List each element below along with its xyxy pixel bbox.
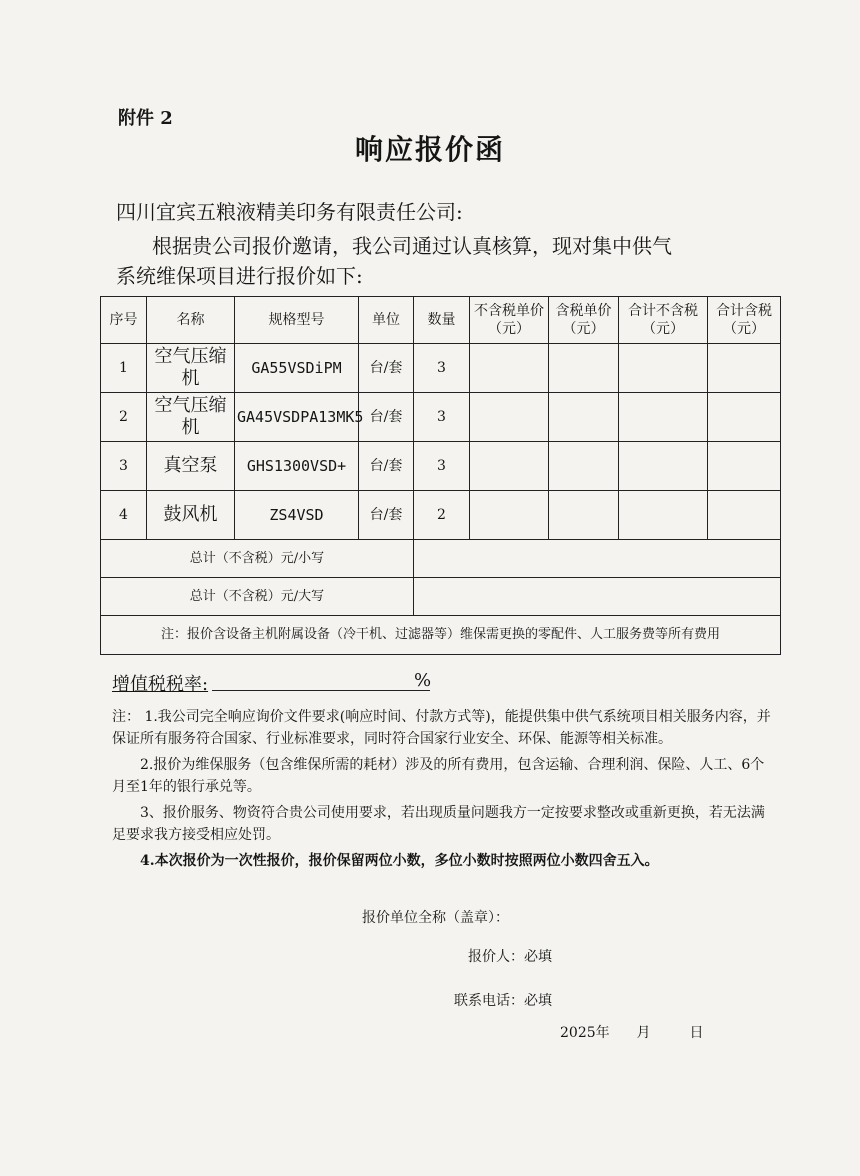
table-row: [101, 344, 781, 393]
item-unit: 台/套: [359, 393, 414, 442]
price-excl-tax-cell[interactable]: [470, 344, 549, 393]
date-day: 日: [689, 1025, 704, 1041]
price-incl-tax-cell[interactable]: [549, 442, 619, 491]
item-model: GA55VSDiPM: [235, 344, 359, 393]
quote-table: [100, 296, 781, 655]
page-title: 响应报价函: [354, 133, 505, 166]
header-cell: 规格型号: [235, 297, 359, 344]
company-seal-label: 报价单位全称（盖章）：: [362, 910, 509, 926]
total-incl-tax-cell[interactable]: [708, 344, 781, 393]
tax-rate-blank[interactable]: [212, 690, 430, 691]
attachment-label: 附件 2: [118, 108, 173, 129]
item-unit: 台/套: [359, 491, 414, 540]
price-incl-tax-cell[interactable]: [549, 393, 619, 442]
date-month: 月: [636, 1025, 651, 1041]
item-name: 鼓风机: [147, 491, 235, 540]
item-qty: 3: [414, 442, 470, 491]
notes-section: [112, 706, 772, 876]
total-excl-tax-cell[interactable]: [619, 393, 708, 442]
note-3: 3、报价服务、物资符合贵公司使用要求，若出现质量问题我方一定按要求整改或重新更换，若无法满足要求我方接受相应处罚。: [112, 805, 765, 843]
date-year: 2025年: [560, 1025, 610, 1041]
total-upper-label: 总计（不含税）元/大写: [101, 578, 414, 616]
table-note: 注：报价含设备主机附属设备（冷干机、过滤器等）维保需更换的零配件、人工服务费等所有费用: [101, 616, 781, 655]
price-incl-tax-cell[interactable]: [549, 491, 619, 540]
tax-rate-unit: %: [414, 670, 432, 691]
quoter-label: 报价人：必填: [468, 949, 552, 965]
total-lower-row: [101, 540, 781, 578]
row-number: 3: [101, 442, 147, 491]
addressee: 四川宜宾五粮液精美印务有限责任公司:: [116, 200, 463, 224]
row-number: 1: [101, 344, 147, 393]
phone-label: 联系电话：必填: [454, 993, 552, 1009]
header-cell: 单位: [359, 297, 414, 344]
header-cell: 数量: [414, 297, 470, 344]
total-excl-tax-cell[interactable]: [619, 442, 708, 491]
total-incl-tax-cell[interactable]: [708, 491, 781, 540]
price-incl-tax-cell[interactable]: [549, 344, 619, 393]
row-number: 2: [101, 393, 147, 442]
table-row: [101, 442, 781, 491]
price-excl-tax-cell[interactable]: [470, 491, 549, 540]
note-2: 2.报价为维保服务（包含维保所需的耗材）涉及的所有费用，包含运输、合理利润、保险、人工、6个月至1年的银行承兑等。: [112, 757, 765, 795]
item-name: 空气压缩机: [147, 393, 235, 442]
header-cell: 含税单价（元）: [549, 297, 619, 344]
table-row: [101, 393, 781, 442]
total-upper-value[interactable]: [414, 578, 781, 616]
item-unit: 台/套: [359, 442, 414, 491]
note-4: 4.本次报价为一次性报价，报价保留两位小数，多位小数时按照两位小数四舍五入。: [140, 853, 659, 869]
total-lower-label: 总计（不含税）元/小写: [101, 540, 414, 578]
table-row: [101, 491, 781, 540]
intro-line-1: 根据贵公司报价邀请，我公司通过认真核算，现对集中供气: [152, 234, 672, 258]
row-number: 4: [101, 491, 147, 540]
item-qty: 3: [414, 393, 470, 442]
header-cell: 名称: [147, 297, 235, 344]
item-qty: 3: [414, 344, 470, 393]
item-name: 空气压缩机: [147, 344, 235, 393]
item-name: 真空泵: [147, 442, 235, 491]
note-1: 注： 1.我公司完全响应询价文件要求(响应时间、付款方式等)，能提供集中供气系统项目相关服务内容，并保证所有服务符合国家、行业标准要求，同时符合国家行业安全、环保、能源等相关标准。: [112, 709, 771, 747]
total-incl-tax-cell[interactable]: [708, 442, 781, 491]
table-note-row: [101, 616, 781, 655]
item-model: GA45VSDPA13MK5: [235, 393, 359, 442]
tax-rate-label: 增值税税率:: [112, 674, 209, 695]
item-qty: 2: [414, 491, 470, 540]
date-line: [560, 1022, 703, 1042]
total-upper-row: [101, 578, 781, 616]
header-cell: 合计含税（元）: [708, 297, 781, 344]
item-unit: 台/套: [359, 344, 414, 393]
header-cell: 序号: [101, 297, 147, 344]
item-model: ZS4VSD: [235, 491, 359, 540]
intro-line-2: 系统维保项目进行报价如下:: [116, 264, 363, 288]
total-excl-tax-cell[interactable]: [619, 344, 708, 393]
total-incl-tax-cell[interactable]: [708, 393, 781, 442]
total-lower-value[interactable]: [414, 540, 781, 578]
header-cell: 合计不含税（元）: [619, 297, 708, 344]
table-header-row: [101, 297, 781, 344]
price-excl-tax-cell[interactable]: [470, 442, 549, 491]
header-cell: 不含税单价（元）: [470, 297, 549, 344]
price-excl-tax-cell[interactable]: [470, 393, 549, 442]
item-model: GHS1300VSD+: [235, 442, 359, 491]
total-excl-tax-cell[interactable]: [619, 491, 708, 540]
